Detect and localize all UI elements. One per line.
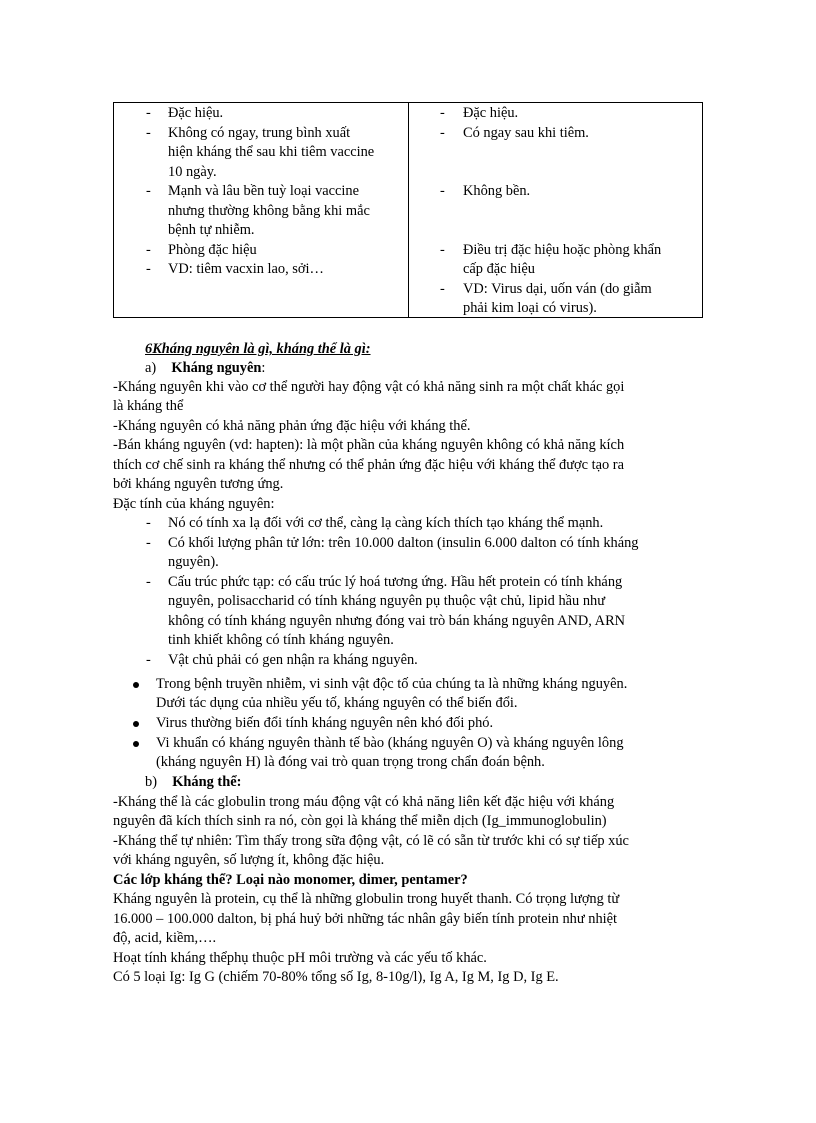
table-left-line: Không có ngay, trung bình xuất — [168, 125, 351, 141]
antibody-heading-label: b) — [145, 774, 157, 790]
natural-antibody-line-1: -Kháng thể tự nhiên: Tìm thấy trong sữa động vật, có lẽ có sẵn từ trước khi có sự tiếp xúc — [113, 833, 629, 849]
antibody-heading-text: Kháng thể: — [172, 774, 242, 790]
table-left-line: hiện kháng thể sau khi tiêm vaccine — [168, 144, 375, 160]
antigen-heading-label: a) — [145, 360, 157, 376]
antibody-heading — [145, 773, 241, 793]
classes-line-1: Kháng nguyên là protein, cụ thể là những globulin trong huyết thanh. Có trọng lượng từ — [113, 891, 620, 907]
antigen-props-line: Có khối lượng phân tử lớn: trên 10.000 dalton (insulin 6.000 dalton có tính kháng — [168, 535, 639, 551]
section-title: 6Kháng nguyên là gì, kháng thể là gì: — [145, 341, 371, 357]
antigen-props-line: không có tính kháng nguyên nhưng đóng vai trò bán kháng nguyên AND, ARN — [168, 613, 626, 629]
table-right-line: Có ngay sau khi tiêm. — [463, 125, 589, 141]
table-right-line: Đặc hiệu. — [463, 105, 519, 121]
table-left-dash-marker: - — [146, 261, 151, 277]
table-right-dash-marker: - — [440, 242, 445, 258]
table-left-line: nhưng thường không bằng khi mắc — [168, 203, 370, 219]
table-left-line: bệnh tự nhiễm. — [168, 222, 255, 238]
table-right-line: Điều trị đặc hiệu hoặc phòng khẩn — [463, 242, 662, 258]
antigen-properties-title: Đặc tính của kháng nguyên: — [113, 496, 275, 512]
antigen-heading-text: Kháng nguyên — [171, 360, 262, 376]
hapten-line-1: -Bán kháng nguyên (vd: hapten): là một phần của kháng nguyên không có khả năng kích — [113, 437, 625, 453]
antigen-props-dash-marker: - — [146, 652, 151, 668]
table-left-dash-marker: - — [146, 242, 151, 258]
table-right-line: phải kim loại có virus). — [463, 300, 597, 316]
classes-line-3: độ, acid, kiềm,…. — [113, 930, 217, 946]
table-left-dash-marker: - — [146, 105, 151, 121]
antigen-props-line: Cấu trúc phức tạp: có cấu trúc lý hoá tương ứng. Hầu hết protein có tính kháng — [168, 574, 623, 590]
antigen-reactivity: -Kháng nguyên có khả năng phản ứng đặc hiệu với kháng thể. — [113, 418, 471, 434]
antigen-heading-suffix: : — [261, 360, 266, 376]
table-right-dash-marker: - — [440, 125, 445, 141]
table-right-dash-marker: - — [440, 105, 445, 121]
table-right-dash-marker: - — [440, 281, 445, 297]
classes-line-2: 16.000 – 100.000 dalton, bị phá huỷ bởi những tác nhân gây biến tính protein như nhiệt — [113, 911, 618, 927]
antigen-bullets-line: Trong bệnh truyền nhiễm, vi sinh vật độc tố của chúng ta là những kháng nguyên. — [156, 676, 628, 692]
table-left-dash-marker: - — [146, 183, 151, 199]
classes-line-5: Có 5 loại Ig: Ig G (chiếm 70-80% tổng số Ig, 8-10g/l), Ig A, Ig M, Ig D, Ig E. — [113, 969, 559, 985]
antigen-heading — [145, 359, 265, 379]
table-left-line: Phòng đặc hiệu — [168, 242, 257, 258]
antigen-props-dash-marker: - — [146, 515, 151, 531]
antigen-props-line: Nó có tính xa lạ đối với cơ thể, càng lạ càng kích thích tạo kháng thể mạnh. — [168, 515, 604, 531]
antigen-props-line: Vật chủ phải có gen nhận ra kháng nguyên. — [168, 652, 418, 668]
antigen-bullets-bullet-marker — [133, 682, 139, 688]
table-right-line: Không bền. — [463, 183, 531, 199]
table-right-dash-marker: - — [440, 183, 445, 199]
antigen-bullets-line: Virus thường biến đổi tính kháng nguyên nên khó đối phó. — [156, 715, 494, 731]
antigen-definition-line-2: là kháng thể — [113, 398, 184, 414]
table-left-dash-marker: - — [146, 125, 151, 141]
natural-antibody-line-2: với kháng nguyên, số lượng ít, không đặc hiệu. — [113, 852, 385, 868]
table-left-line: 10 ngày. — [168, 164, 217, 180]
table-left-line: Mạnh và lâu bền tuỳ loại vaccine — [168, 183, 360, 199]
antibody-definition-line-2: nguyên đã kích thích sinh ra nó, còn gọi là kháng thể miễn dịch (Ig_immunoglobulin) — [113, 813, 607, 829]
hapten-line-3: bởi kháng nguyên tương ứng. — [113, 476, 284, 492]
antigen-props-line: nguyên). — [168, 554, 219, 570]
table-left-line: VD: tiêm vacxin lao, sởi… — [168, 261, 324, 277]
antigen-bullets-line: Vi khuẩn có kháng nguyên thành tế bào (kháng nguyên O) và kháng nguyên lông — [156, 735, 624, 751]
hapten-line-2: thích cơ chế sinh ra kháng thể nhưng có thể phản ứng đặc hiệu với kháng thể được tạo ra — [113, 457, 624, 473]
classes-line-4: Hoạt tính kháng thểphụ thuộc pH môi trường và các yếu tố khác. — [113, 950, 487, 966]
antigen-props-line: tinh khiết không có tính kháng nguyên. — [168, 632, 394, 648]
antibody-classes-heading: Các lớp kháng thể? Loại nào monomer, dimer, pentamer? — [113, 872, 468, 888]
antigen-bullets-bullet-marker — [133, 721, 139, 727]
antigen-bullets-line: Dưới tác dụng của nhiều yếu tố, kháng nguyên có thể biến đổi. — [156, 695, 518, 711]
antigen-bullets-bullet-marker — [133, 741, 139, 747]
table-right-line: VD: Virus dại, uốn ván (do giẫm — [463, 281, 652, 297]
table-left-line: Đặc hiệu. — [168, 105, 224, 121]
table-right-line: cấp đặc hiệu — [463, 261, 535, 277]
antigen-props-dash-marker: - — [146, 535, 151, 551]
antigen-definition-line-1: -Kháng nguyên khi vào cơ thể người hay động vật có khả năng sinh ra một chất khác gọi — [113, 379, 625, 395]
antibody-definition-line-1: -Kháng thể là các globulin trong máu động vật có khả năng liên kết đặc hiệu với kháng — [113, 794, 615, 810]
antigen-props-line: nguyên, polisaccharid có tính kháng nguyên pụ thuộc vật chủ, lipid hầu như — [168, 593, 606, 609]
antigen-props-dash-marker: - — [146, 574, 151, 590]
antigen-bullets-line: (kháng nguyên H) là đóng vai trò quan trọng trong chẩn đoán bệnh. — [156, 754, 545, 770]
